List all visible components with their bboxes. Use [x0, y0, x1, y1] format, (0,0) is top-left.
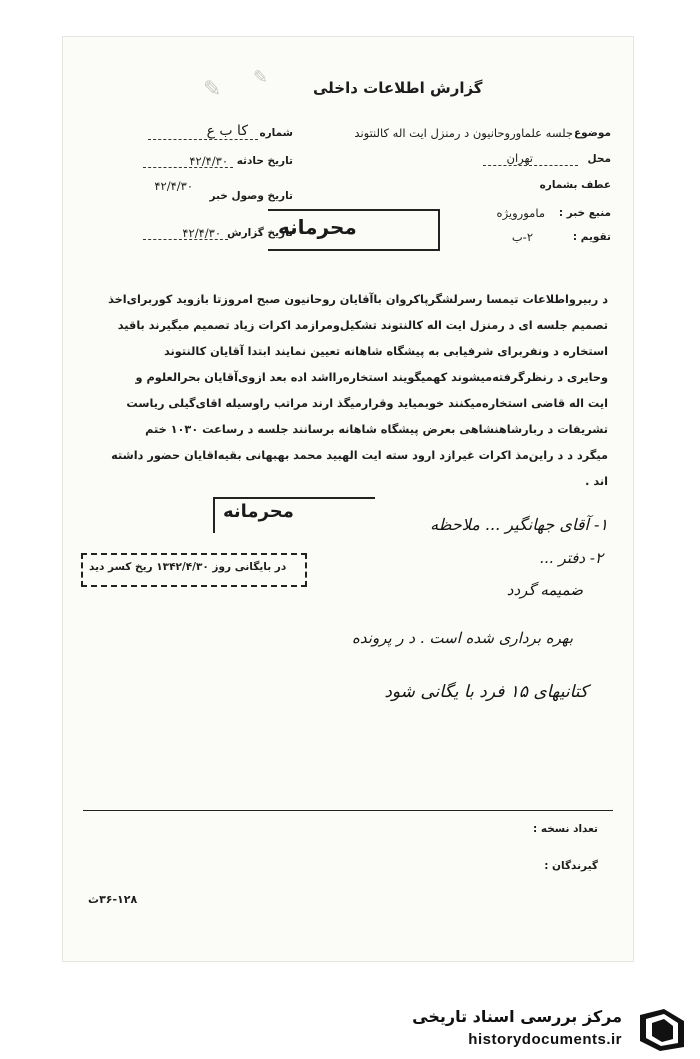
body-line: تصمیم جلسه ای د رمنزل ایت اله کالنتوند تشکیل‌ومرازمد اکرات زیاد تصمیم میگیرند باقید — [117, 319, 608, 332]
website-url[interactable]: historydocuments.ir — [468, 1031, 622, 1048]
recipients-label: گیرندگان : — [544, 860, 598, 872]
report-date-value: ۴۲/۴/۳۰ — [182, 226, 221, 240]
report-date-label: تاریخ گزارش — [227, 227, 293, 239]
body-line: د ربیرواطلاعات تیمسا رسرلشگرپاکروان باآقایان روحانیون صبح امروزتا بازوید کوربرای‌اخذ — [108, 293, 608, 306]
handwritten-note: ضمیمه گردد — [506, 581, 583, 599]
received-date-label: تاریخ وصول خبر — [209, 190, 293, 202]
subject-value: جلسه علماوروحانیون د رمنزل ایت اله کالنتوند — [354, 126, 573, 140]
place-underline — [483, 165, 578, 166]
number-label: شماره — [259, 127, 293, 139]
faint-mark: ✎ — [203, 77, 222, 102]
place-value: تهران — [506, 151, 533, 165]
handwritten-note-2: بهره برداری شده است . د ر پرونده — [352, 629, 573, 647]
document-page — [62, 36, 634, 962]
attachment-label: عطف بشماره — [539, 179, 611, 191]
subject-label: موضوع — [574, 127, 611, 139]
faint-mark: ✎ — [253, 67, 269, 88]
confidential-stamp-middle-text: محرمانه — [223, 501, 294, 522]
report-date-underline — [143, 239, 228, 240]
org-name: مرکز بررسی اسناد تاریخی — [412, 1007, 622, 1026]
evaluation-label: تقویم : — [572, 231, 611, 243]
form-code: ۳۶-۱۲۸ث — [88, 893, 138, 906]
handwritten-note-2: کتانیهای ۱۵ فرد با یگانی شود — [384, 682, 588, 702]
body-line: ایت اله قاضی استخاره‌میکنند خوبمیاید وقرارمیگذ ارند مراتب راوسیله اقای‌گیلی ریاست — [126, 397, 608, 410]
body-line: وحایری د رنظرگرفته‌میشوند کهمیگویند استخاره‌رااشد اده بعد ازوی‌آقایان بحرالعلوم و — [135, 371, 608, 384]
body-line: تشریفات د ربارشاهنشاهی بعرض پیشگاه شاهانه برسانند جلسه د رساعت ۱۰۳۰ ختم — [145, 423, 608, 436]
confidential-stamp-top-text: محرمانه — [278, 215, 357, 239]
footer-watermark — [0, 999, 700, 1059]
handwritten-note: ۱- آقای جهانگیر ... ملاحظه — [430, 515, 608, 534]
document-title: گزارش اطلاعات داخلی — [313, 79, 483, 97]
source-value: مامورویژه — [496, 206, 545, 220]
place-label: محل — [587, 153, 611, 165]
handwritten-note: ۲- دفتر ... — [539, 549, 603, 567]
source-label: منبع خبر : — [558, 207, 611, 219]
evaluation-value: ۲-ب — [511, 230, 533, 244]
number-underline — [148, 139, 258, 140]
incident-date-value: ۴۲/۴/۳۰ — [189, 154, 228, 168]
body-line: استخاره د ونفربرای شرفیابی به پیشگاه شاهانه تعیین نمایند ابتدا آقایان کالنتوند — [164, 345, 608, 358]
filing-stamp-text: در بایگانی روز ۱۳۴۲/۴/۳۰ ریخ کسر دید — [89, 561, 287, 573]
body-line: میگرد د د راین‌مذ اکرات غیرازد ارود سته ایت الهبید محمد بهبهانی بقیه‌اقایان حضور داشته — [111, 449, 608, 462]
incident-date-label: تاریخ حادثه — [236, 155, 293, 167]
archive-logo-icon — [634, 1005, 690, 1053]
incident-date-underline — [143, 167, 233, 168]
number-value: کا ب ع — [206, 123, 248, 139]
copies-label: تعداد نسخه : — [533, 823, 598, 835]
body-line: اند . — [585, 475, 608, 488]
horizontal-rule — [83, 810, 613, 811]
received-date-value: ۴۲/۴/۳۰ — [154, 179, 193, 193]
